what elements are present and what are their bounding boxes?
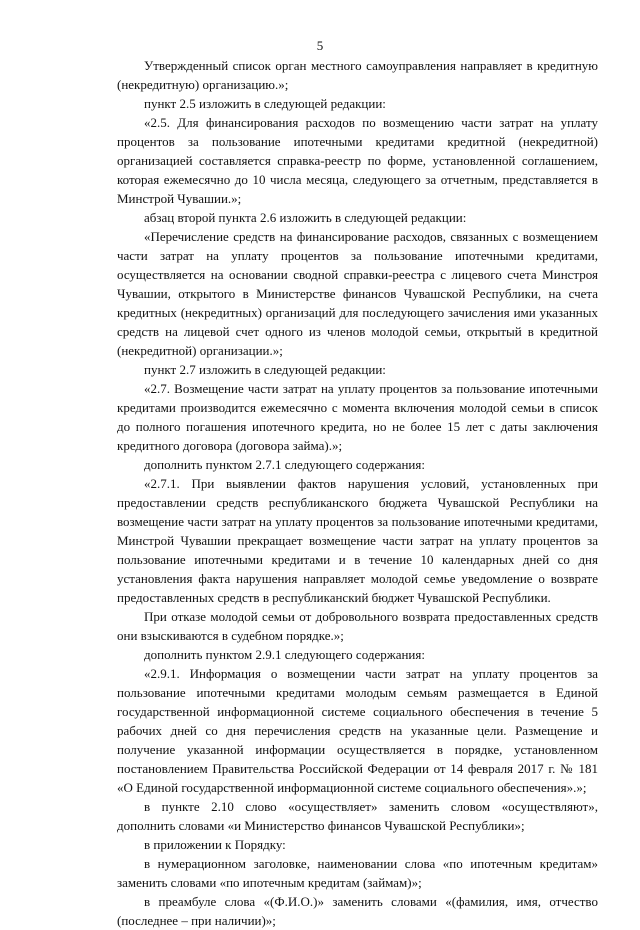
paragraph: пункт 2.5 изложить в следующей редакции: bbox=[144, 96, 386, 111]
document-body bbox=[117, 56, 598, 930]
paragraph: При отказе молодой семьи от добровольного возврата предоставленных средств они взыскиваются в судебном порядке.»; bbox=[117, 609, 598, 643]
paragraph: в пункте 2.10 слово «осуществляет» заменить словом «осуществляют», дополнить словами «и Министерство финансов Чувашской Республики»; bbox=[117, 799, 598, 833]
paragraph: в преамбуле слова «(Ф.И.О.)» заменить словами «(фамилия, имя, отчество (последнее – при наличии)»; bbox=[117, 894, 598, 928]
paragraph: абзац второй пункта 2.6 изложить в следующей редакции: bbox=[144, 210, 467, 225]
paragraph: «Перечисление средств на финансирование расходов, связанных с возмещением части затрат на уплату процентов за пользование ипотечными кредитами, осуществляется на основании сводной справки-реестра с лицевого счета Минстроя Чувашии, открытого в Министерстве финансов Чувашской Республики, на счета кредитных (некредитных) организаций для последующего зачисления ими указанных средств на лицевой счет одного из членов молодой семьи, открытый в кредитной (некредитной) организации.»; bbox=[117, 229, 598, 358]
paragraph: в нумерационном заголовке, наименовании слова «по ипотечным кредитам» заменить словами «по ипотечным кредитам (займам)»; bbox=[117, 856, 598, 890]
paragraph: «2.5. Для финансирования расходов по возмещению части затрат на уплату процентов за пользование ипотечными кредитами кредитной (некредитной) организацией составляется справка-реестр по форме, установленной соглашением, которая ежемесячно до 10 числа месяца, следующего за отчетным, представляется в Минстрой Чувашии.»; bbox=[117, 115, 598, 206]
page-number: 5 bbox=[316, 38, 324, 53]
paragraph: Утвержденный список орган местного самоуправления направляет в кредитную (некредитную) организацию.»; bbox=[117, 58, 598, 92]
paragraph: «2.7. Возмещение части затрат на уплату процентов за пользование ипотечными кредитами производится ежемесячно с момента включения молодой семьи в список до полного погашения ипотечного кредита, но не более 15 лет с даты заключения кредитного договора (договора займа).»; bbox=[117, 381, 598, 453]
paragraph: дополнить пунктом 2.7.1 следующего содержания: bbox=[144, 457, 425, 472]
paragraph: «2.9.1. Информация о возмещении части затрат на уплату процентов за пользование ипотечными кредитами молодым семьям размещается в Единой государственной информационной системе социального обеспечения в течение 5 рабочих дней со дня перечисления средств на указанные цели. Размещение и получение указанной информации осуществляется в порядке, установленном постановлением Правительства Российской Федерации от 14 февраля 2017 г. № 181 «О Единой государственной информационной системе социального обеспечения».»; bbox=[117, 666, 598, 795]
paragraph: пункт 2.7 изложить в следующей редакции: bbox=[144, 362, 386, 377]
paragraph: в приложении к Порядку: bbox=[144, 837, 286, 852]
paragraph: дополнить пунктом 2.9.1 следующего содержания: bbox=[144, 647, 425, 662]
paragraph: «2.7.1. При выявлении фактов нарушения условий, установленных при предоставлении средств республиканского бюджета Чувашской Республики на возмещение части затрат на уплату процентов за пользование ипотечными кредитами, Минстрой Чувашии прекращает возмещение части затрат на уплату процентов за пользование ипотечными кредитами и в течение 10 календарных дней со дня установления факта нарушения направляет молодой семье уведомление о возврате предоставленных средств в республиканский бюджет Чувашской Республики. bbox=[117, 476, 598, 605]
